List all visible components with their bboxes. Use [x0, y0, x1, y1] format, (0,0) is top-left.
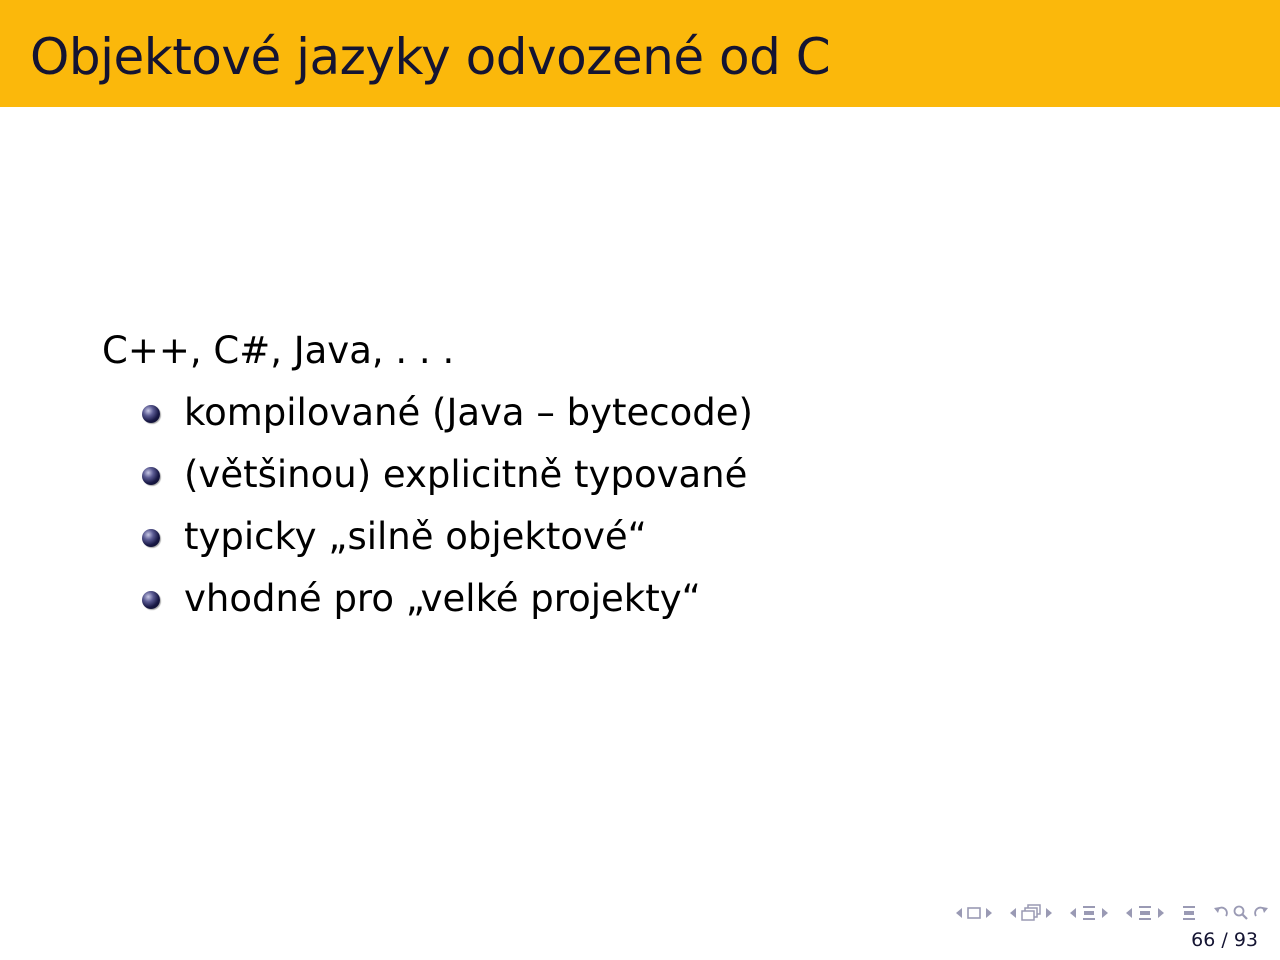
- arrow-left-icon[interactable]: [1124, 906, 1134, 920]
- arrow-left-icon[interactable]: [954, 906, 964, 920]
- arrow-right-icon[interactable]: [1156, 906, 1166, 920]
- arrow-left-icon[interactable]: [1068, 906, 1078, 920]
- bullet-icon: [142, 529, 160, 547]
- lead-text: C++, C#, Java, . . .: [102, 329, 455, 372]
- subsection-nav-2: [1124, 904, 1166, 922]
- list-item-text: (většinou) explicitně typované: [184, 453, 748, 496]
- back-icon[interactable]: [1212, 904, 1230, 922]
- list-item: [102, 390, 753, 436]
- list-item-text: vhodné pro „velké projekty“: [184, 577, 701, 620]
- list-item-text: kompilované (Java – bytecode): [184, 391, 753, 434]
- arrow-right-icon[interactable]: [984, 906, 994, 920]
- subsection-nav: [1008, 904, 1054, 922]
- subsection-icon[interactable]: [1136, 904, 1154, 922]
- list-item: [102, 576, 753, 622]
- title-bar: [0, 0, 1280, 107]
- page-number: 66 / 93: [1191, 929, 1258, 951]
- frame-nav: [954, 906, 994, 920]
- search-icon[interactable]: [1232, 904, 1250, 922]
- search-nav: [1212, 904, 1270, 922]
- list-item: [102, 514, 753, 560]
- document-nav: [1180, 904, 1198, 922]
- arrow-right-icon[interactable]: [1100, 906, 1110, 920]
- forward-icon[interactable]: [1252, 904, 1270, 922]
- bullet-icon: [142, 405, 160, 423]
- section-icon[interactable]: [1080, 904, 1098, 922]
- document-icon[interactable]: [1180, 904, 1198, 922]
- section-nav: [1068, 904, 1110, 922]
- slide-title: Objektové jazyky odvozené od C: [30, 28, 831, 86]
- list-item: [102, 452, 753, 498]
- frame-icon[interactable]: [966, 906, 982, 920]
- slide-content: [102, 328, 753, 638]
- arrow-right-icon[interactable]: [1044, 906, 1054, 920]
- bullet-icon: [142, 467, 160, 485]
- list-item-text: typicky „silně objektové“: [184, 515, 647, 558]
- bullet-icon: [142, 591, 160, 609]
- arrow-left-icon[interactable]: [1008, 906, 1018, 920]
- slides-stack-icon[interactable]: [1020, 904, 1042, 922]
- bullet-list: [102, 390, 753, 622]
- beamer-navigation: [954, 900, 1270, 926]
